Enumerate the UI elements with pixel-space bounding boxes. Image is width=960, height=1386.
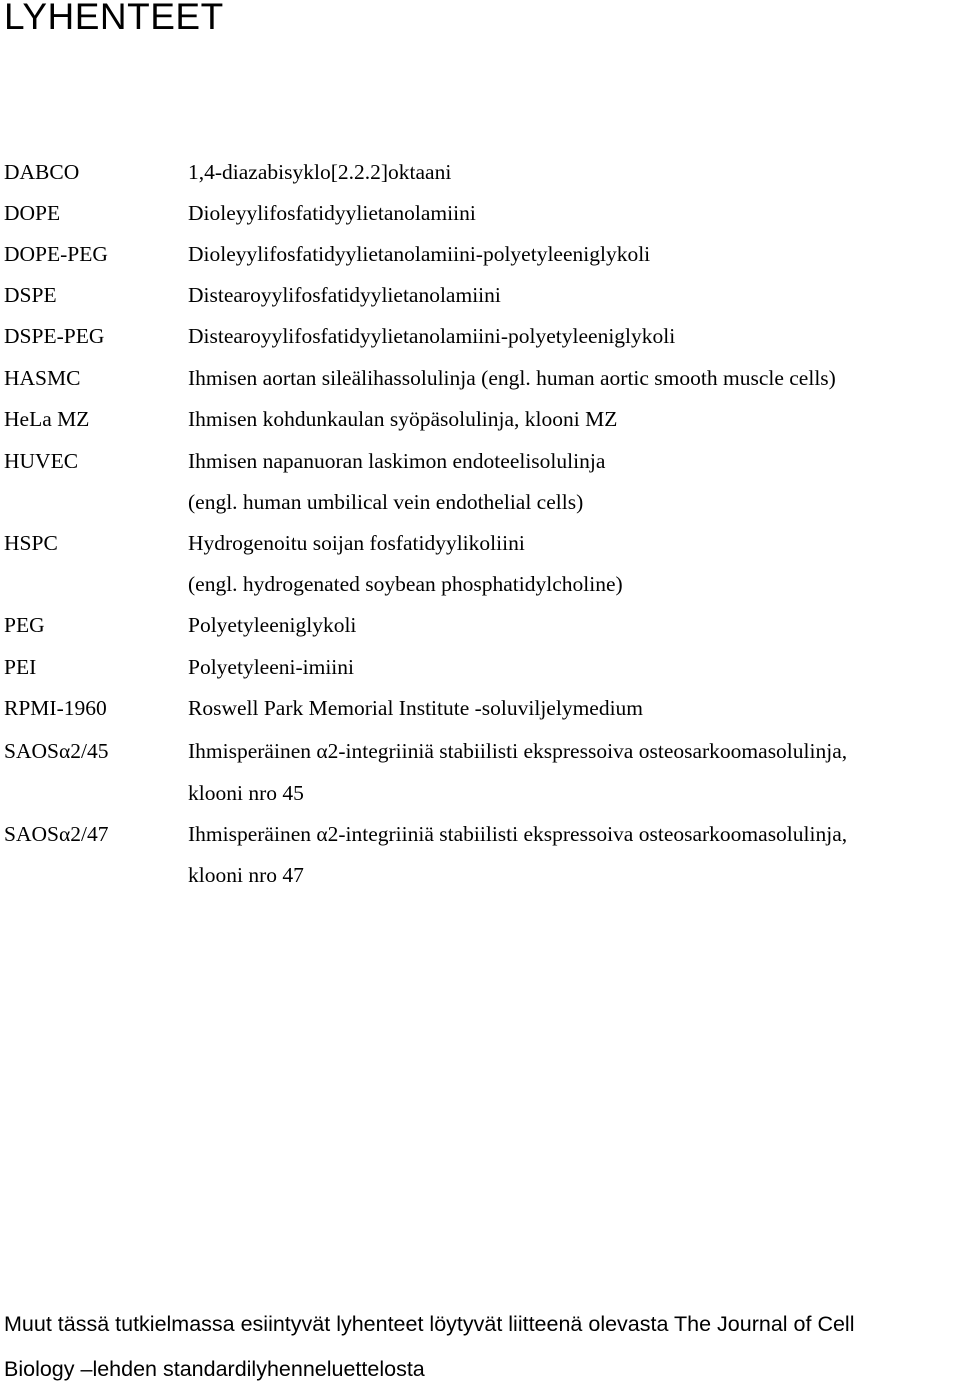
abbreviation-hspc: HSPC [4, 531, 58, 555]
abbreviation-pei: PEI [4, 655, 37, 679]
definition-dope: Dioleyylifosfatidyylietanolamiini [188, 201, 476, 225]
definition-dabco: 1,4-diazabisyklo[2.2.2]oktaani [188, 160, 452, 184]
definition-saos-a2-47: Ihmisperäinen α2-integriiniä stabiilisti ekspressoiva osteosarkoomasolulinja, [188, 822, 848, 846]
definition-saos-a2-45-clone: klooni nro 45 [188, 781, 304, 805]
abbreviation-dope: DOPE [4, 201, 61, 225]
abbreviation-hela-mz: HeLa MZ [4, 407, 90, 431]
footer-note-line-1: Muut tässä tutkielmassa esiintyvät lyhenteet löytyvät liitteenä olevasta The Journal of Cell [4, 1312, 855, 1336]
definition-hspc-english: (engl. hydrogenated soybean phosphatidylcholine) [188, 572, 623, 596]
abbreviation-dspe: DSPE [4, 283, 57, 307]
definition-hela-mz: Ihmisen kohdunkaulan syöpäsolulinja, klooni MZ [188, 407, 618, 431]
abbreviation-hasmc: HASMC [4, 366, 81, 390]
definition-huvec: Ihmisen napanuoran laskimon endoteelisolulinja [188, 449, 606, 473]
abbreviation-rpmi-1960: RPMI-1960 [4, 696, 107, 720]
definition-dspe-peg: Distearoyylifosfatidyylietanolamiini-polyetyleeniglykoli [188, 324, 676, 348]
definition-saos-a2-45: Ihmisperäinen α2-integriiniä stabiilisti ekspressoiva osteosarkoomasolulinja, [188, 739, 848, 763]
definition-pei: Polyetyleeni-imiini [188, 655, 355, 679]
definition-hspc: Hydrogenoitu soijan fosfatidyylikoliini [188, 531, 525, 555]
definition-dspe: Distearoyylifosfatidyylietanolamiini [188, 283, 501, 307]
definition-rpmi-1960: Roswell Park Memorial Institute -soluviljelymedium [188, 696, 644, 720]
definition-hasmc: Ihmisen aortan sileälihassolulinja (engl. human aortic smooth muscle cells) [188, 366, 836, 390]
footer-note-line-2: Biology –lehden standardilyhenneluettelosta [4, 1357, 425, 1381]
definition-peg: Polyetyleeniglykoli [188, 613, 357, 637]
abbreviation-huvec: HUVEC [4, 449, 79, 473]
definition-huvec-english: (engl. human umbilical vein endothelial cells) [188, 490, 584, 514]
abbreviation-dspe-peg: DSPE-PEG [4, 324, 105, 348]
abbreviation-saos-a2-45: SAOSα2/45 [4, 739, 109, 763]
definition-dope-peg: Dioleyylifosfatidyylietanolamiini-polyetyleeniglykoli [188, 242, 651, 266]
abbreviation-peg: PEG [4, 613, 45, 637]
abbreviation-dabco: DABCO [4, 160, 80, 184]
page-title: LYHENTEET [4, 0, 224, 37]
definition-saos-a2-47-clone: klooni nro 47 [188, 863, 304, 887]
abbreviation-dope-peg: DOPE-PEG [4, 242, 108, 266]
abbreviation-saos-a2-47: SAOSα2/47 [4, 822, 109, 846]
